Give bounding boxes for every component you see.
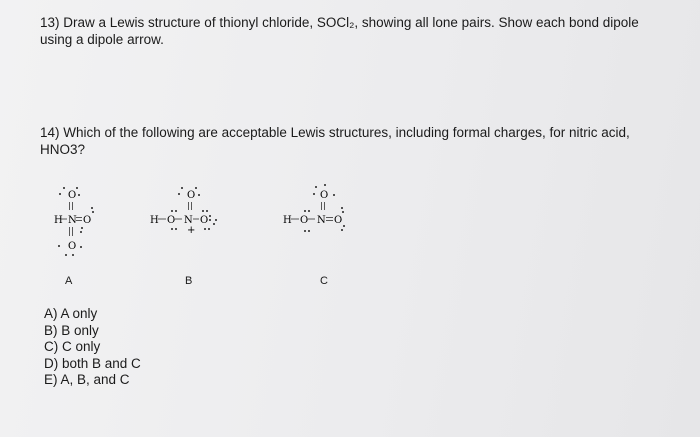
lewis-structure-c xyxy=(283,182,363,252)
choice-d: D) both B and C xyxy=(44,355,141,371)
choice-a: A) A only xyxy=(44,306,98,321)
question-13-line-2: using a dipole arrow. xyxy=(40,32,164,47)
structure-b-drawing xyxy=(150,182,230,252)
structure-b-label: B xyxy=(185,275,193,287)
structure-b-plus-charge: + xyxy=(187,225,196,236)
choice-c: C) C only xyxy=(44,339,101,354)
question-14 xyxy=(40,124,680,158)
structure-c-hydrogen: H xyxy=(283,215,292,226)
question-13-line-1: 13) Draw a Lewis structure of thionyl chloride, SOCl₂, showing all lone pairs. Show each bond dipole xyxy=(40,15,639,30)
structure-c-nitrogen: N xyxy=(317,215,326,226)
structure-b-left-oxygen: O xyxy=(167,215,176,226)
structure-a-hydrogen: H xyxy=(54,215,63,226)
lewis-structure-a xyxy=(56,182,116,272)
structure-c-left-oxygen: O xyxy=(300,215,309,226)
structure-c-drawing xyxy=(283,182,363,252)
structure-a-drawing xyxy=(56,182,116,272)
structure-a-top-oxygen: O xyxy=(68,190,77,201)
structure-a-bottom-oxygen: O xyxy=(68,241,77,252)
lewis-structure-b xyxy=(150,182,230,252)
structure-c-top-oxygen: O xyxy=(320,190,329,201)
structure-c-label: C xyxy=(320,275,328,287)
structure-a-right-oxygen: O xyxy=(83,215,92,226)
choice-b: B) B only xyxy=(44,322,99,338)
question-14-line-2: HNO3? xyxy=(40,142,86,157)
structure-a-label: A xyxy=(65,275,73,287)
structure-b-top-oxygen: O xyxy=(187,190,196,201)
structure-c-right-oxygen: O xyxy=(334,215,343,226)
question-14-line-1: 14) Which of the following are acceptable Lewis structures, including formal charges, for nitric acid, xyxy=(40,125,630,140)
choice-e: E) A, B, and C xyxy=(44,372,130,387)
structure-b-right-oxygen: O xyxy=(200,215,209,226)
structure-a-nitrogen: N xyxy=(68,215,77,226)
structure-b-nitrogen: N xyxy=(184,215,193,226)
answer-choices xyxy=(44,306,141,389)
structure-b-hydrogen: H xyxy=(150,215,159,226)
question-13 xyxy=(40,14,680,48)
